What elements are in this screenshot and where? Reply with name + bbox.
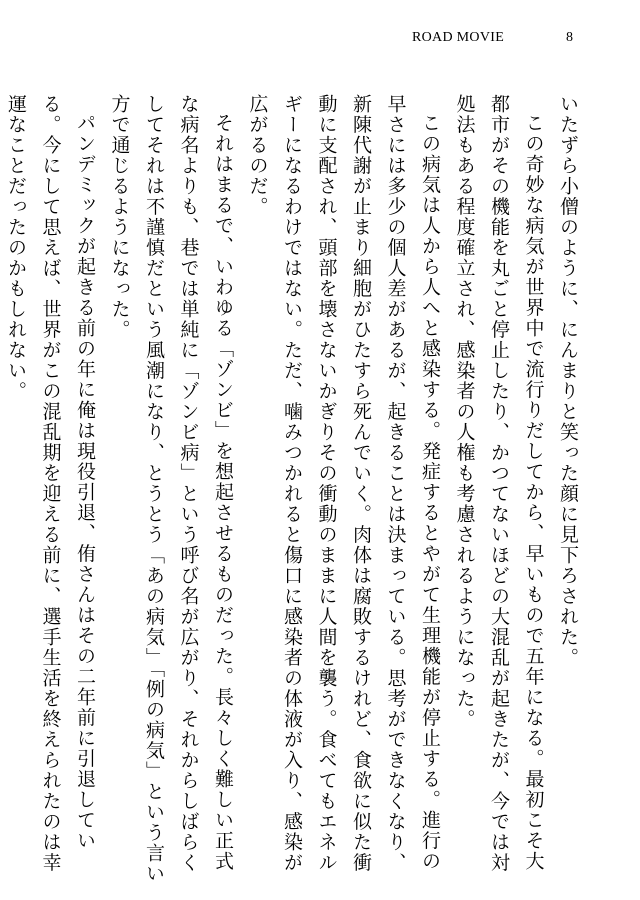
vertical-body-text [0, 94, 585, 884]
paragraph-1: いたずら小僧のように、にんまりと笑った顔に見下ろされた。 [557, 94, 579, 668]
paragraph-3: この病気は人から人へと感染する。発症するとやがて生理機能が停止する。進行の早さには多少の個人差があるが、起きることは決まっている。思考ができなくなり、新陳代謝が止まり細胞がひたすら死んでいく。肉体は腐敗するけれど、食欲に似た衝動に支配され、頭部を壊さないかぎりその衝動のままに人間を襲う。食べてもエネルギーになるわけではない。ただ、噛みつかれると傷口に感染者の体液が入り、感染が広がるのだ。 [246, 94, 441, 873]
page-header [0, 30, 640, 50]
paragraph-2: この奇妙な病気が世界中で流行りだしてから、早いもので五年になる。最初こそ大都市がその機能を丸ごと停止したり、かつてないほどの大混乱が起きたが、今では対処法もある程度確立され、感染者の人権も考慮されるようになった。 [453, 94, 545, 873]
page-number: 8 [566, 30, 573, 45]
paragraph-4: それはまるで、いわゆる「ゾンビ」を想起させるものだった。長々しく難しい正式な病名よりも、巷では単純に「ゾンビ病」という呼び名が広がり、それからしばらくしてそれは不謹慎だという風潮になり、とうとう「あの病気」「例の病気」という言い方で通じるようになった。 [108, 94, 234, 884]
running-title: ROAD MOVIE [412, 30, 505, 45]
paragraph-5: パンデミックが起きる前の年に俺は現役引退、侑さんはその二年前に引退している。今にして思えば、世界がこの混乱期を迎える前に、選手生活を終えられたのは幸運なことだったのかもしれない。 [5, 94, 96, 873]
